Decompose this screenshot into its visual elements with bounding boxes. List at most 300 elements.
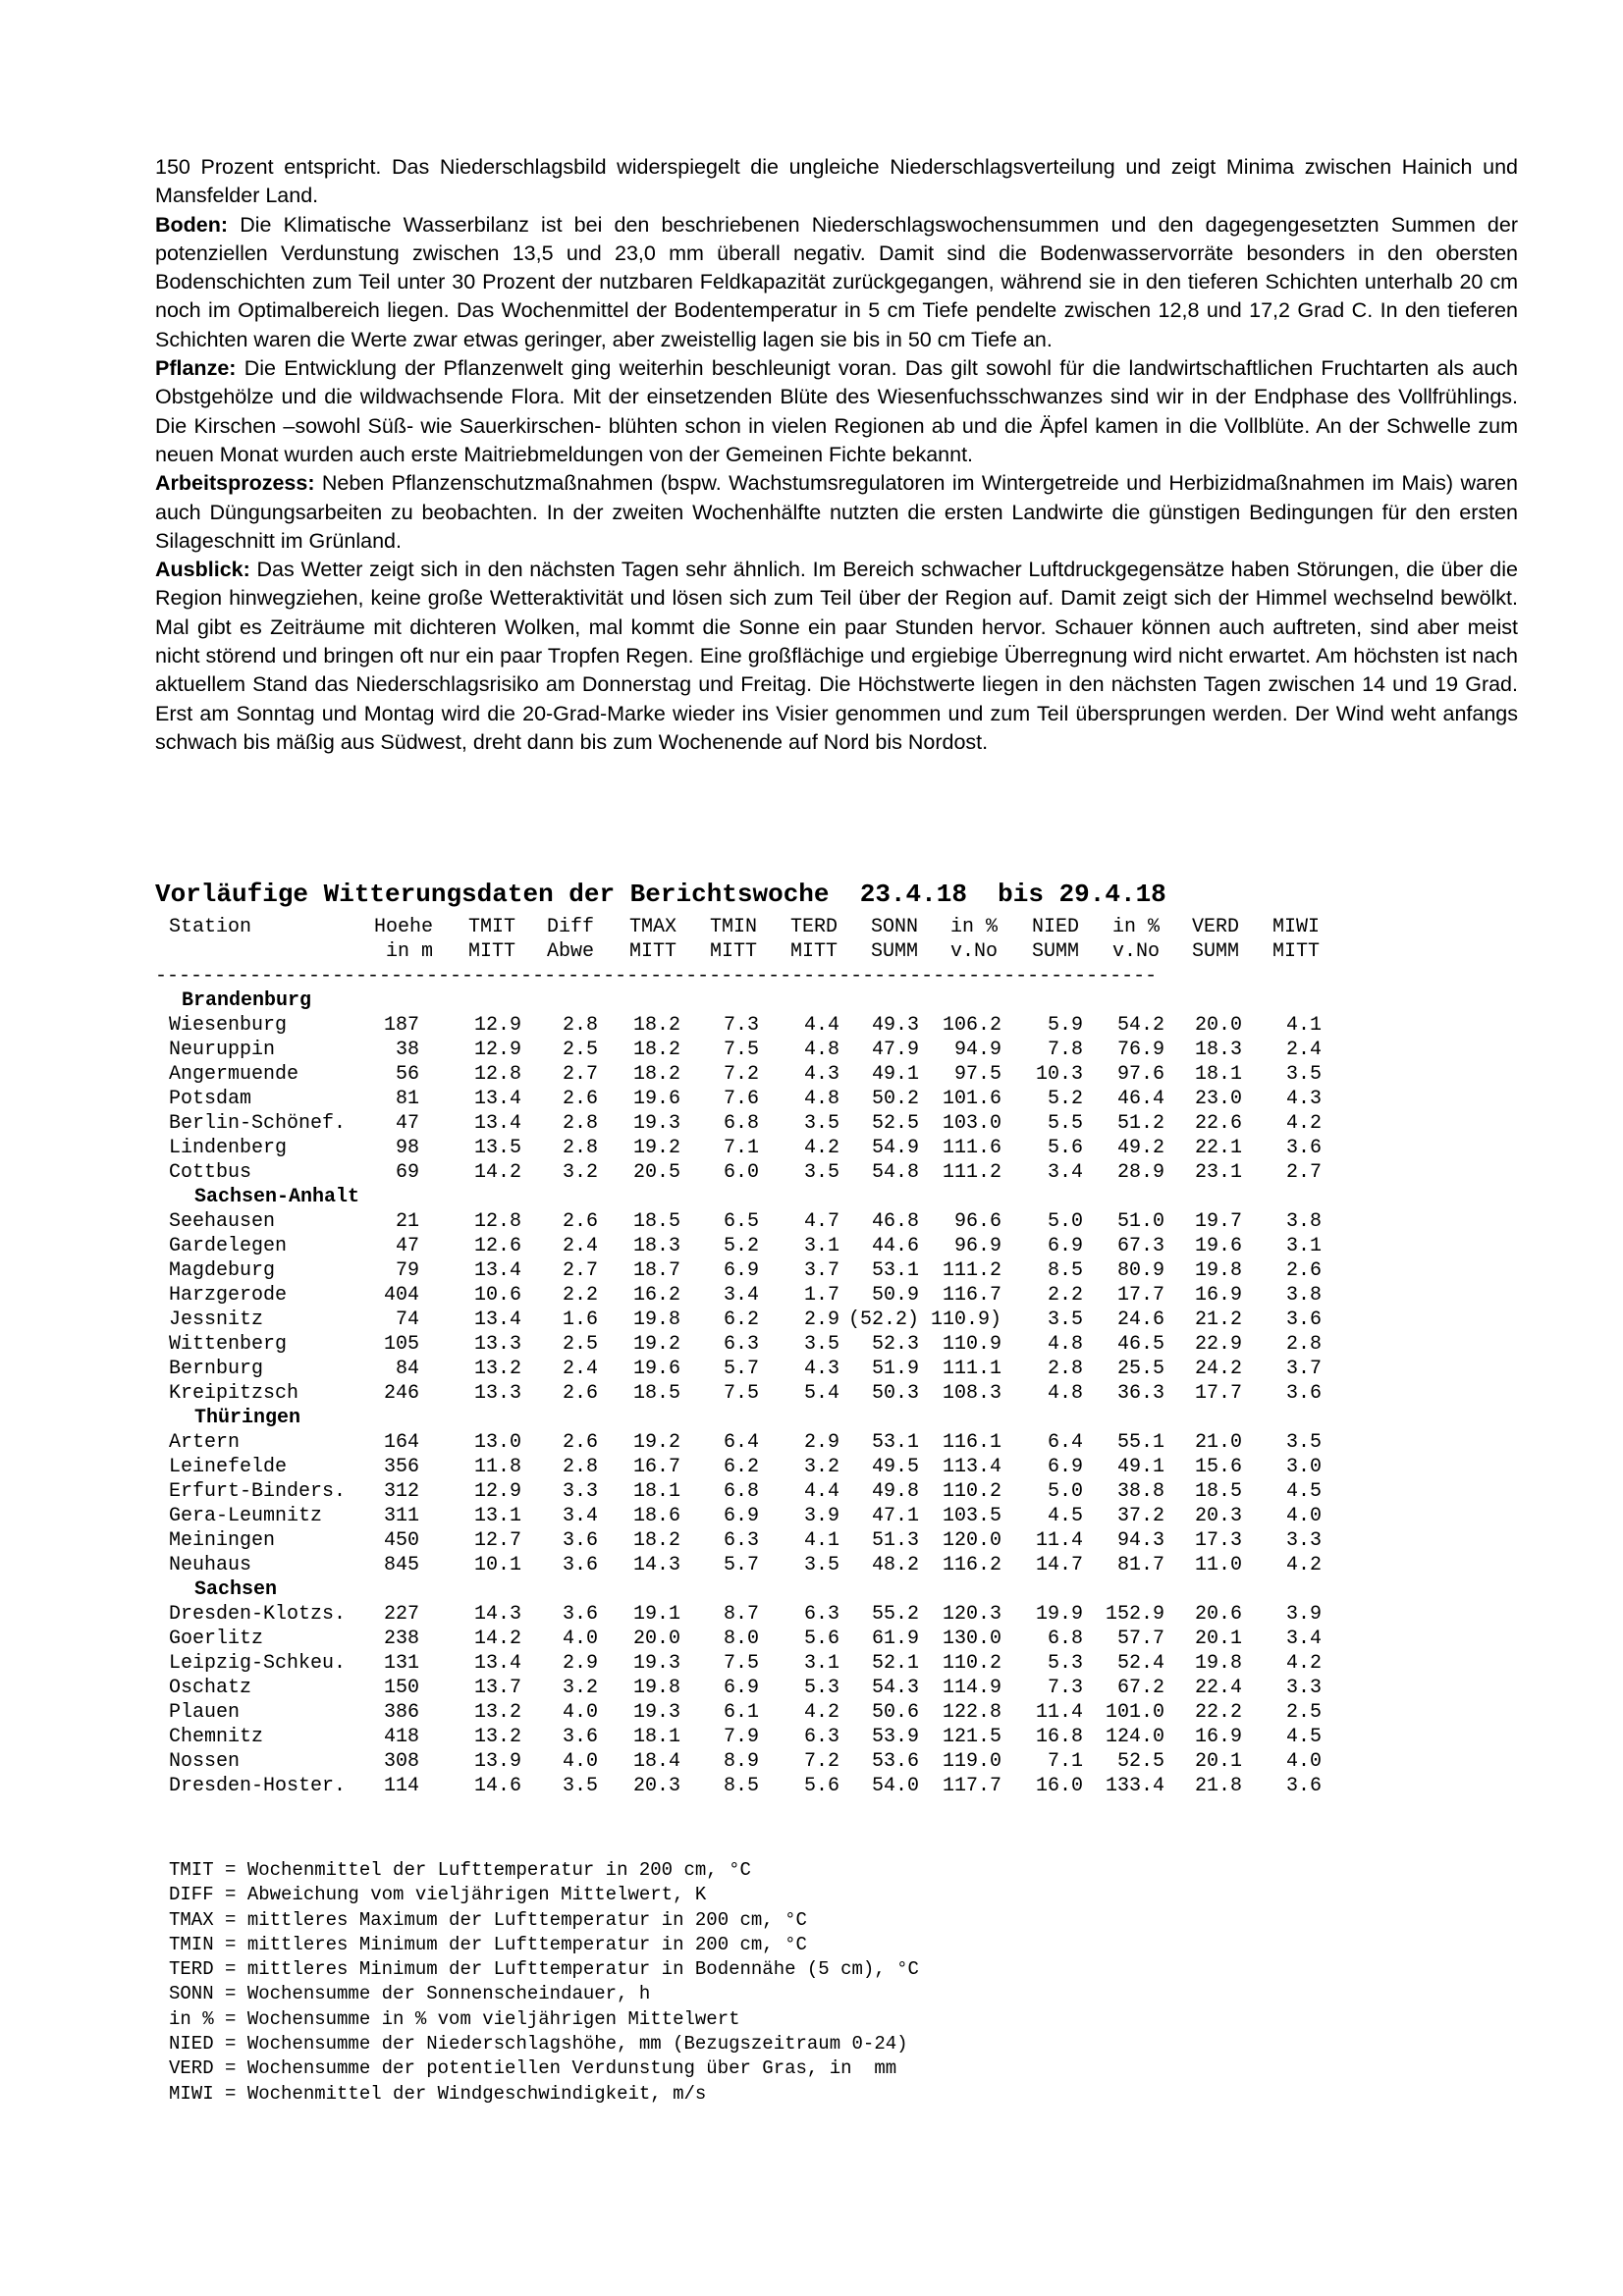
value-cell: 1.7 [803, 1284, 839, 1307]
value-cell: 20.3 [632, 1775, 680, 1797]
value-cell: 3.4 [562, 1505, 598, 1527]
legend-line: NIED = Wochensumme der Niederschlagshöhe, mm (Bezugszeitraum 0-24) [169, 2033, 908, 2056]
value-cell: 51.0 [1116, 1210, 1164, 1233]
section-body: Das Wetter zeigt sich in den nächsten Tagen sehr ähnlich. Im Bereich schwacher Luftdruckgegensätze haben Störungen, die über die Region hinwegziehen, keine große Wetteraktivität und lösen sich zum Teil über der Region auf. Damit zeigt sich der Himmel wechselnd bewölkt. Mal gibt es Zeiträume mit dichteren Wolken, mal kommt die Sonne ein paar Stunden hervor. Schauer können auch auftreten, sind aber meist nicht störend und bringen oft nur ein paar Tropfen Regen. Eine großflächige und ergiebige Überregnung wird nicht erwartet. Am höchsten ist nach aktuellem Stand das Niederschlagsrisiko am Donnerstag und Freitag. Die Höchstwerte liegen in den nächsten Tagen zwischen 14 und 19 Grad. Erst am Sonntag und Montag wird die 20-Grad-Marke wieder ins Visier genommen und zum Teil übersprungen werden. Der Wind weht anfangs schwach bis mäßig aus Südwest, dreht dann bis zum Wochenende auf Nord bis Nordost. [155, 558, 1518, 754]
header-cell: TMIT [467, 916, 515, 938]
value-cell: 18.3 [632, 1235, 680, 1257]
value-cell: 3.5 [803, 1112, 839, 1135]
value-cell: 131 [383, 1652, 419, 1675]
value-cell: 4.1 [1285, 1014, 1322, 1037]
value-cell: 3.6 [562, 1529, 598, 1552]
table-row [155, 1651, 1333, 1676]
value-cell: 19.6 [1194, 1235, 1242, 1257]
value-cell: 52.5 [1116, 1750, 1164, 1773]
value-cell: 4.8 [1047, 1333, 1083, 1356]
value-cell: 19.3 [632, 1701, 680, 1724]
header-cell: TERD [789, 916, 838, 938]
value-cell: 3.1 [803, 1235, 839, 1257]
value-cell: 19.8 [1194, 1652, 1242, 1675]
section-arbeitsprozess [155, 469, 1518, 556]
value-cell: 7.1 [723, 1137, 759, 1159]
value-cell: 2.2 [1047, 1284, 1083, 1307]
value-cell: 4.8 [803, 1088, 839, 1110]
header-cell: MITT [1271, 940, 1320, 963]
header-cell: SONN [870, 916, 918, 938]
value-cell: 23.0 [1194, 1088, 1242, 1110]
value-cell: 101.6 [942, 1088, 1001, 1110]
intro-paragraph: 150 Prozent entspricht. Das Niederschlagsbild widerspiegelt die ungleiche Niederschlagsverteilung und zeigt Minima zwischen Hainich und Mansfelder Land. [155, 155, 1518, 208]
value-cell: 116.7 [942, 1284, 1001, 1307]
value-cell: 3.6 [1285, 1382, 1322, 1405]
table-row [155, 1725, 1333, 1749]
value-cell: 7.2 [723, 1063, 759, 1086]
value-cell: 3.6 [562, 1726, 598, 1748]
value-cell: 106.2 [942, 1014, 1001, 1037]
value-cell: 19.8 [1194, 1259, 1242, 1282]
value-cell: 2.6 [562, 1088, 598, 1110]
value-cell: 4.2 [1285, 1112, 1322, 1135]
value-cell: 22.4 [1194, 1677, 1242, 1699]
value-cell: 13.3 [473, 1333, 521, 1356]
station-name: Kreipitzsch [169, 1382, 299, 1405]
value-cell: 4.8 [1047, 1382, 1083, 1405]
value-cell: 3.2 [562, 1161, 598, 1184]
value-cell: 53.1 [871, 1431, 919, 1454]
value-cell: 450 [383, 1529, 419, 1552]
value-cell: 3.2 [562, 1677, 598, 1699]
value-cell: 187 [383, 1014, 419, 1037]
table-row [155, 1455, 1333, 1479]
station-name: Potsdam [169, 1088, 252, 1110]
value-cell: 114.9 [942, 1677, 1001, 1699]
value-cell: 18.2 [632, 1039, 680, 1061]
value-cell: 96.6 [953, 1210, 1001, 1233]
table-row [155, 1700, 1333, 1725]
value-cell: 18.2 [632, 1529, 680, 1552]
value-cell: 11.0 [1194, 1554, 1242, 1576]
legend-line: TERD = mittleres Minimum der Lufttemperatur in Bodennähe (5 cm), °C [169, 1958, 919, 1981]
value-cell: 19.3 [632, 1112, 680, 1135]
table-row [155, 1062, 1333, 1087]
value-cell: 3.6 [562, 1603, 598, 1626]
value-cell: 3.4 [723, 1284, 759, 1307]
station-name: Neuhaus [169, 1554, 252, 1576]
legend-line: SONN = Wochensumme der Sonnenscheindauer, h [169, 1983, 651, 2005]
table-row [155, 1774, 1333, 1798]
header-cell: MITT [709, 940, 757, 963]
value-cell: 74 [395, 1308, 419, 1331]
value-cell: 19.1 [632, 1603, 680, 1626]
header-cell: Station [169, 916, 252, 938]
value-cell: 3.3 [1285, 1529, 1322, 1552]
value-cell: 7.6 [723, 1088, 759, 1110]
value-cell: 81.7 [1116, 1554, 1164, 1576]
value-cell: 2.4 [562, 1358, 598, 1380]
value-cell: 47.9 [871, 1039, 919, 1061]
station-name: Wittenberg [169, 1333, 288, 1356]
value-cell: 3.3 [562, 1480, 598, 1503]
value-cell: 2.6 [562, 1210, 598, 1233]
section-heading: Boden: [155, 212, 229, 237]
table-row [155, 1381, 1333, 1406]
header-cell: MITT [789, 940, 838, 963]
value-cell: 13.9 [473, 1750, 521, 1773]
value-cell: 51.9 [871, 1358, 919, 1380]
region-name: Brandenburg [182, 989, 312, 1012]
value-cell: 20.0 [632, 1628, 680, 1650]
value-cell: 21.8 [1194, 1775, 1242, 1797]
region-group-heading [155, 1406, 1333, 1430]
value-cell: 49.3 [871, 1014, 919, 1037]
station-name: Chemnitz [169, 1726, 264, 1748]
value-cell: 5.2 [723, 1235, 759, 1257]
value-cell: 7.8 [1047, 1039, 1083, 1061]
value-cell: 3.1 [803, 1652, 839, 1675]
value-cell: 3.9 [1285, 1603, 1322, 1626]
value-cell: 13.0 [473, 1431, 521, 1454]
value-cell: 53.6 [871, 1750, 919, 1773]
value-cell: 3.5 [1047, 1308, 1083, 1331]
value-cell: 3.7 [803, 1259, 839, 1282]
table-row [155, 1111, 1333, 1136]
value-cell: 81 [395, 1088, 419, 1110]
value-cell: 50.2 [871, 1088, 919, 1110]
value-cell: 18.6 [632, 1505, 680, 1527]
value-cell: 5.4 [803, 1382, 839, 1405]
value-cell: 61.9 [871, 1628, 919, 1650]
value-cell: 13.1 [473, 1505, 521, 1527]
station-name: Leinefelde [169, 1456, 288, 1478]
value-cell: 14.7 [1035, 1554, 1083, 1576]
value-cell: 16.8 [1035, 1726, 1083, 1748]
region-group-heading [155, 1577, 1333, 1602]
value-cell: 11.8 [473, 1456, 521, 1478]
legend-line: TMIN = mittleres Minimum der Lufttemperatur in 200 cm, °C [169, 1933, 807, 1955]
value-cell: 16.0 [1035, 1775, 1083, 1797]
value-cell: 119.0 [942, 1750, 1001, 1773]
legend-line: TMIT = Wochenmittel der Lufttemperatur in 200 cm, °C [169, 1859, 751, 1881]
value-cell: 13.4 [473, 1652, 521, 1675]
value-cell: 46.4 [1116, 1088, 1164, 1110]
value-cell: 21.2 [1194, 1308, 1242, 1331]
weather-data-table [155, 915, 1333, 1798]
value-cell: 69 [395, 1161, 419, 1184]
value-cell: 1.6 [562, 1308, 598, 1331]
table-row [155, 1528, 1333, 1553]
value-cell: 386 [383, 1701, 419, 1724]
value-cell: 110.9 [942, 1333, 1001, 1356]
value-cell: 19.8 [632, 1308, 680, 1331]
value-cell: 20.5 [632, 1161, 680, 1184]
value-cell: 12.9 [473, 1480, 521, 1503]
value-cell: 22.2 [1194, 1701, 1242, 1724]
value-cell: 54.9 [871, 1137, 919, 1159]
value-cell: 110.2 [942, 1652, 1001, 1675]
value-cell: 3.8 [1285, 1284, 1322, 1307]
station-name: Magdeburg [169, 1259, 276, 1282]
region-name: Sachsen [194, 1578, 278, 1601]
value-cell: 2.9 [803, 1431, 839, 1454]
value-cell: 308 [383, 1750, 419, 1773]
value-cell: 2.8 [1285, 1333, 1322, 1356]
value-cell: 2.9 [803, 1308, 839, 1331]
value-cell: 6.9 [723, 1259, 759, 1282]
header-cell: VERD [1191, 916, 1239, 938]
station-name: Gera-Leumnitz [169, 1505, 323, 1527]
value-cell: 111.2 [942, 1259, 1001, 1282]
table-header-row [155, 939, 1333, 964]
value-cell: 3.6 [1285, 1308, 1322, 1331]
value-cell: 38.8 [1116, 1480, 1164, 1503]
value-cell: 55.2 [871, 1603, 919, 1626]
value-cell: 47 [395, 1112, 419, 1135]
value-cell: 6.3 [803, 1726, 839, 1748]
value-cell: 13.4 [473, 1112, 521, 1135]
value-cell: 18.1 [1194, 1063, 1242, 1086]
value-cell: 19.3 [632, 1652, 680, 1675]
section-ausblick [155, 556, 1518, 757]
value-cell: 49.1 [1116, 1456, 1164, 1478]
station-name: Bernburg [169, 1358, 264, 1380]
table-row [155, 1209, 1333, 1234]
station-name: Jessnitz [169, 1308, 264, 1331]
value-cell: 6.4 [1047, 1431, 1083, 1454]
station-name: Dresden-Klotzs. [169, 1603, 347, 1626]
value-cell: 164 [383, 1431, 419, 1454]
value-cell: 121.5 [942, 1726, 1001, 1748]
abbreviation-legend [169, 1858, 919, 2107]
value-cell: 2.5 [562, 1333, 598, 1356]
value-cell: 12.8 [473, 1210, 521, 1233]
value-cell: 4.7 [803, 1210, 839, 1233]
value-cell: 3.6 [1285, 1775, 1322, 1797]
value-cell: 24.2 [1194, 1358, 1242, 1380]
value-cell: 84 [395, 1358, 419, 1380]
value-cell: 2.7 [562, 1063, 598, 1086]
value-cell: 13.7 [473, 1677, 521, 1699]
value-cell: 7.3 [723, 1014, 759, 1037]
value-cell: 4.2 [803, 1701, 839, 1724]
value-cell: 50.6 [871, 1701, 919, 1724]
table-row [155, 1749, 1333, 1774]
value-cell: 52.5 [871, 1112, 919, 1135]
value-cell: 3.5 [562, 1775, 598, 1797]
station-name: Plauen [169, 1701, 241, 1724]
value-cell: 117.7 [942, 1775, 1001, 1797]
value-cell: 47 [395, 1235, 419, 1257]
station-name: Seehausen [169, 1210, 276, 1233]
value-cell: 22.1 [1194, 1137, 1242, 1159]
station-name: Cottbus [169, 1161, 252, 1184]
value-cell: 6.2 [723, 1456, 759, 1478]
value-cell: (52.2) [847, 1308, 919, 1331]
value-cell: 53.1 [871, 1259, 919, 1282]
value-cell: 25.5 [1116, 1358, 1164, 1380]
value-cell: 53.9 [871, 1726, 919, 1748]
value-cell: 4.2 [1285, 1554, 1322, 1576]
value-cell: 103.5 [942, 1505, 1001, 1527]
station-name: Oschatz [169, 1677, 252, 1699]
value-cell: 4.5 [1047, 1505, 1083, 1527]
value-cell: 8.0 [723, 1628, 759, 1650]
value-cell: 2.7 [1285, 1161, 1322, 1184]
value-cell: 5.6 [803, 1628, 839, 1650]
value-cell: 15.6 [1194, 1456, 1242, 1478]
value-cell: 14.3 [473, 1603, 521, 1626]
table-row [155, 1627, 1333, 1651]
value-cell: 12.9 [473, 1014, 521, 1037]
value-cell: 48.2 [871, 1554, 919, 1576]
value-cell: 20.1 [1194, 1628, 1242, 1650]
table-row [155, 1553, 1333, 1577]
value-cell: 6.9 [723, 1505, 759, 1527]
value-cell: 14.6 [473, 1775, 521, 1797]
value-cell: 52.1 [871, 1652, 919, 1675]
value-cell: 2.8 [1047, 1358, 1083, 1380]
value-cell: 4.1 [803, 1529, 839, 1552]
station-name: Erfurt-Binders. [169, 1480, 347, 1503]
table-row [155, 1087, 1333, 1111]
value-cell: 5.2 [1047, 1088, 1083, 1110]
header-cell: v.No [1111, 940, 1160, 963]
value-cell: 18.5 [1194, 1480, 1242, 1503]
value-cell: 97.5 [953, 1063, 1001, 1086]
value-cell: 19.8 [632, 1677, 680, 1699]
value-cell: 116.1 [942, 1431, 1001, 1454]
header-cell: TMIN [709, 916, 757, 938]
station-name: Goerlitz [169, 1628, 264, 1650]
station-name: Angermuende [169, 1063, 299, 1086]
value-cell: 10.3 [1035, 1063, 1083, 1086]
value-cell: 19.6 [632, 1088, 680, 1110]
value-cell: 2.7 [562, 1259, 598, 1282]
value-cell: 6.4 [723, 1431, 759, 1454]
value-cell: 94.3 [1116, 1529, 1164, 1552]
value-cell: 3.4 [1285, 1628, 1322, 1650]
table-row [155, 1136, 1333, 1160]
header-cell: Abwe [546, 940, 594, 963]
value-cell: 6.3 [803, 1603, 839, 1626]
value-cell: 2.9 [562, 1652, 598, 1675]
value-cell: 80.9 [1116, 1259, 1164, 1282]
value-cell: 4.0 [562, 1701, 598, 1724]
value-cell: 111.6 [942, 1137, 1001, 1159]
value-cell: 3.5 [1285, 1431, 1322, 1454]
value-cell: 18.4 [632, 1750, 680, 1773]
value-cell: 6.3 [723, 1529, 759, 1552]
value-cell: 67.2 [1116, 1677, 1164, 1699]
legend-line: DIFF = Abweichung vom vieljährigen Mittelwert, K [169, 1884, 707, 1906]
value-cell: 5.5 [1047, 1112, 1083, 1135]
value-cell: 5.3 [1047, 1652, 1083, 1675]
table-row [155, 1504, 1333, 1528]
table-row [155, 1430, 1333, 1455]
value-cell: 7.1 [1047, 1750, 1083, 1773]
station-name: Meiningen [169, 1529, 276, 1552]
value-cell: 20.0 [1194, 1014, 1242, 1037]
value-cell: 5.0 [1047, 1210, 1083, 1233]
header-cell: TMAX [628, 916, 676, 938]
value-cell: 19.6 [632, 1358, 680, 1380]
value-cell: 54.0 [871, 1775, 919, 1797]
value-cell: 8.9 [723, 1750, 759, 1773]
station-name: Nossen [169, 1750, 241, 1773]
header-cell: in m [385, 940, 433, 963]
value-cell: 46.8 [871, 1210, 919, 1233]
header-cell: Hoehe [373, 916, 433, 938]
value-cell: 3.2 [803, 1456, 839, 1478]
region-name: Sachsen-Anhalt [194, 1186, 360, 1208]
value-cell: 51.2 [1116, 1112, 1164, 1135]
section-heading: Arbeitsprozess: [155, 471, 315, 496]
value-cell: 114 [383, 1775, 419, 1797]
value-cell: 6.9 [1047, 1235, 1083, 1257]
value-cell: 2.8 [562, 1112, 598, 1135]
header-cell: in % [949, 916, 998, 938]
value-cell: 13.2 [473, 1701, 521, 1724]
value-cell: 54.3 [871, 1677, 919, 1699]
value-cell: 50.3 [871, 1382, 919, 1405]
value-cell: 101.0 [1105, 1701, 1164, 1724]
value-cell: 13.5 [473, 1137, 521, 1159]
value-cell: 17.3 [1194, 1529, 1242, 1552]
header-cell: in % [1111, 916, 1160, 938]
value-cell: 116.2 [942, 1554, 1001, 1576]
value-cell: 13.4 [473, 1259, 521, 1282]
value-cell: 110.2 [942, 1480, 1001, 1503]
value-cell: 3.4 [1047, 1161, 1083, 1184]
value-cell: 4.0 [562, 1628, 598, 1650]
value-cell: 2.4 [562, 1235, 598, 1257]
value-cell: 96.9 [953, 1235, 1001, 1257]
value-cell: 38 [395, 1039, 419, 1061]
value-cell: 3.5 [803, 1161, 839, 1184]
value-cell: 105 [383, 1333, 419, 1356]
value-cell: 3.5 [1285, 1063, 1322, 1086]
value-cell: 12.8 [473, 1063, 521, 1086]
value-cell: 111.2 [942, 1161, 1001, 1184]
value-cell: 130.0 [942, 1628, 1001, 1650]
value-cell: 18.5 [632, 1382, 680, 1405]
value-cell: 124.0 [1105, 1726, 1164, 1748]
value-cell: 79 [395, 1259, 419, 1282]
value-cell: 3.3 [1285, 1677, 1322, 1699]
value-cell: 2.4 [1285, 1039, 1322, 1061]
header-cell: SUMM [1191, 940, 1239, 963]
value-cell: 16.7 [632, 1456, 680, 1478]
value-cell: 238 [383, 1628, 419, 1650]
value-cell: 54.2 [1116, 1014, 1164, 1037]
value-cell: 19.7 [1194, 1210, 1242, 1233]
value-cell: 4.3 [803, 1063, 839, 1086]
region-group-heading [155, 988, 1333, 1013]
table-row [155, 1332, 1333, 1357]
value-cell: 2.2 [562, 1284, 598, 1307]
value-cell: 17.7 [1194, 1382, 1242, 1405]
value-cell: 11.4 [1035, 1529, 1083, 1552]
value-cell: 47.1 [871, 1505, 919, 1527]
value-cell: 14.2 [473, 1161, 521, 1184]
value-cell: 2.8 [562, 1456, 598, 1478]
station-name: Harzgerode [169, 1284, 288, 1307]
station-name: Lindenberg [169, 1137, 288, 1159]
value-cell: 10.1 [473, 1554, 521, 1576]
value-cell: 5.0 [1047, 1480, 1083, 1503]
table-separator [155, 964, 1333, 988]
header-cell: v.No [949, 940, 998, 963]
value-cell: 7.5 [723, 1039, 759, 1061]
station-name: Artern [169, 1431, 241, 1454]
